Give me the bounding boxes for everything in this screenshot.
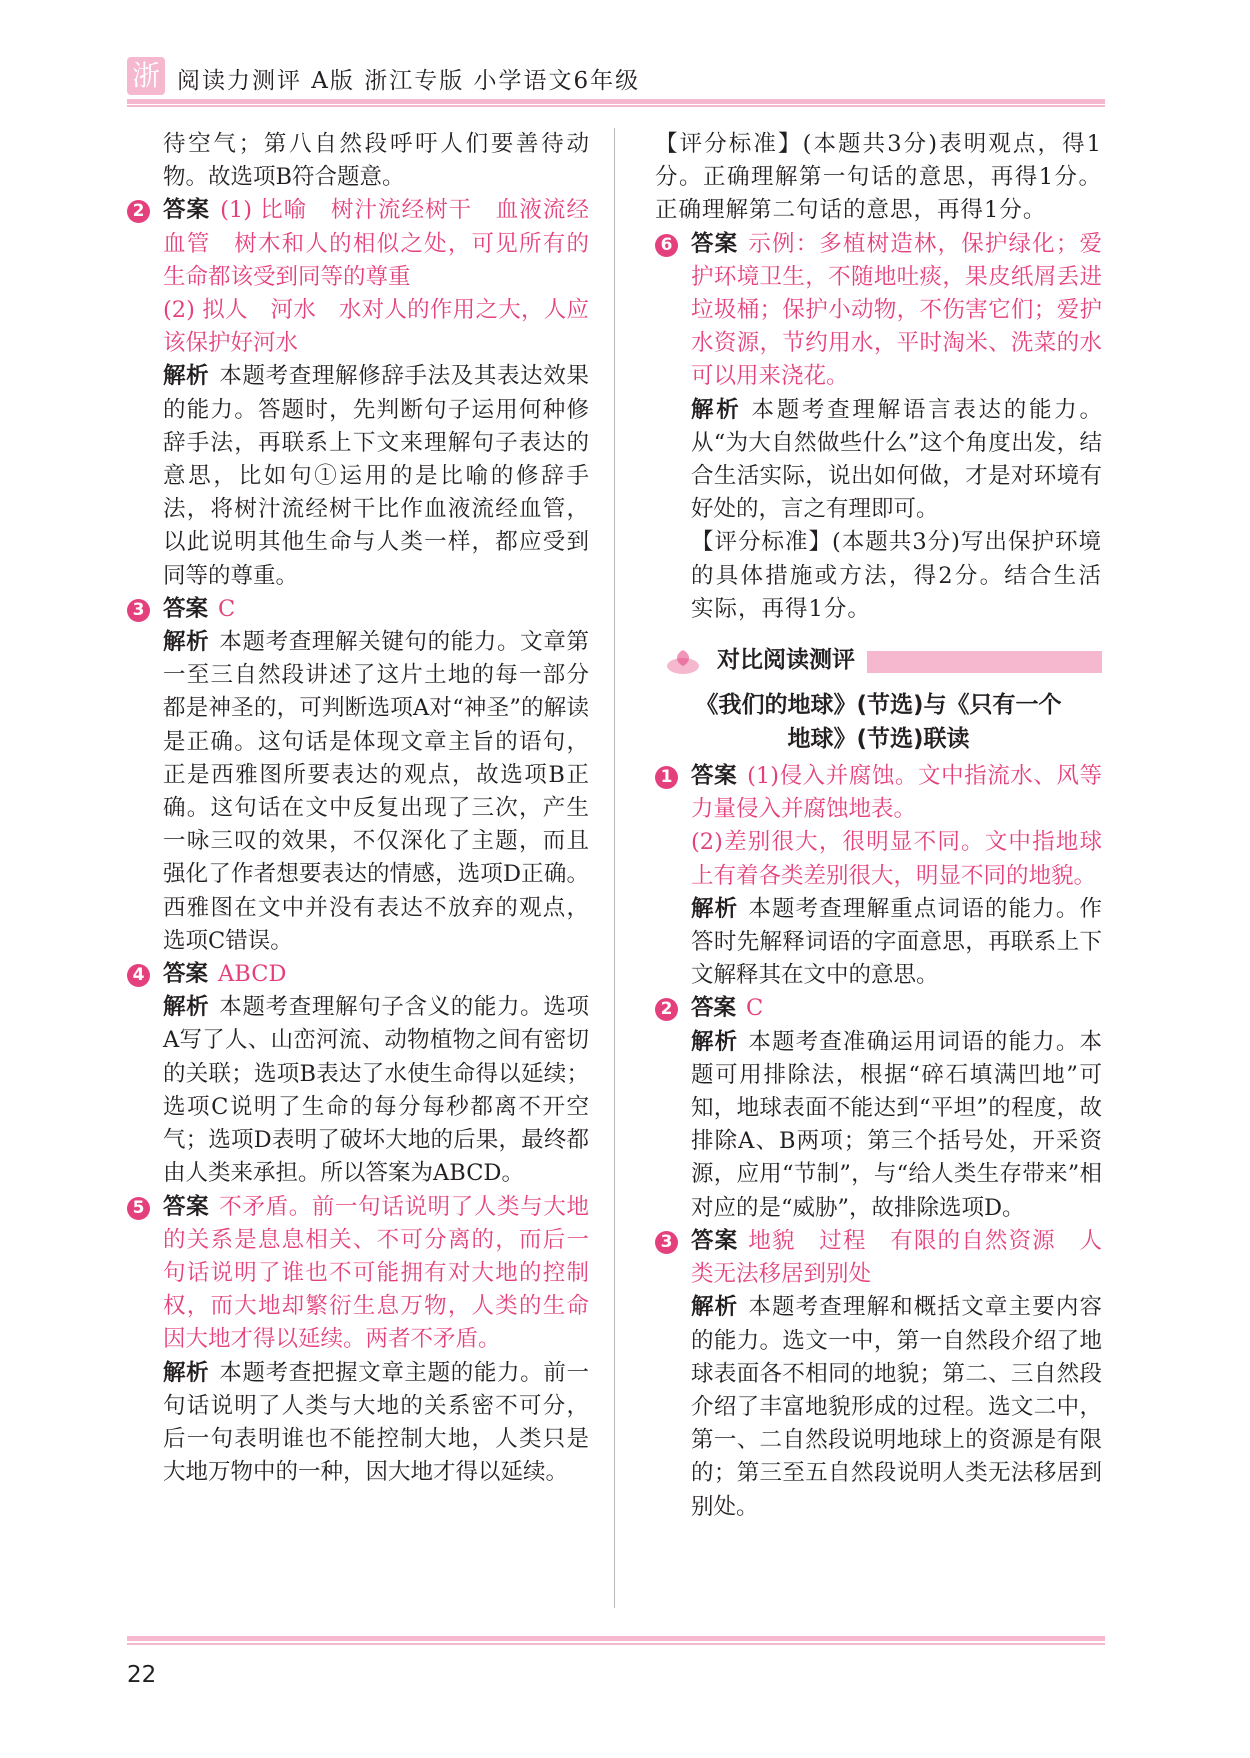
analysis-label: 解析	[163, 363, 210, 390]
answer-label: 答案	[691, 230, 739, 257]
article-title	[655, 688, 1102, 756]
question-number: 2	[655, 998, 678, 1021]
question-number: 3	[655, 1231, 678, 1254]
comparison-question-2	[655, 992, 1102, 1224]
scoring-criteria: 【评分标准】(本题共3分)写出保护环境的具体措施或方法，得2分。结合生活实际，再得1分。	[691, 529, 1102, 622]
answer-text: 不矛盾。前一句话说明了人类与大地的关系是息息相关、不可分离的，而后一句话说明了谁也不可能拥有对大地的控制权，而大地却繁衍生息万物，人类的生命因大地才得以延续。两者不矛盾。	[163, 1193, 589, 1353]
left-column	[127, 128, 589, 1489]
analysis-text: 本题考查理解句子含义的能力。选项A写了人、山峦河流、动物植物之间有密切的关联；选项B表达了水使生命得以延续；选项C说明了生命的每分每秒都离不开空气；选项D表明了破坏大地的后果，最终都由人类来承担。所以答案为ABCD。	[163, 994, 589, 1187]
question-number: 5	[127, 1197, 150, 1220]
answer-text: (1)侵入并腐蚀。文中指流水、风等力量侵入并腐蚀地表。	[691, 763, 1102, 823]
question-3	[127, 593, 589, 958]
answer-label: 答案	[163, 961, 209, 988]
page-header	[127, 55, 1105, 105]
comparison-question-1	[655, 760, 1102, 992]
answer-label: 答案	[691, 995, 737, 1022]
analysis-text: 本题考查准确运用词语的能力。本题可用排除法，根据“碎石填满凹地”可知，地球表面不能达到“平坦”的程度，故排除A、B两项；第三个括号处，开采资源，应用“节制”，与“给人类生存带来”相对应的是“威胁”，故排除选项D。	[691, 1028, 1102, 1221]
analysis-label: 解析	[691, 895, 739, 922]
question-number: 2	[127, 200, 150, 223]
page-number: 22	[127, 1662, 157, 1688]
answer-text: 地貌 过程 有限的自然资源 人类无法移居到别处	[691, 1227, 1102, 1288]
analysis-text: 本题考查理解关键句的能力。文章第一至三自然段讲述了这片土地的每一部分都是神圣的，可判断选项A对“神圣”的解读是正确。这句话是体现文章主旨的语句，正是西雅图所要表达的观点，故选项B正确。这句话在文中反复出现了三次，产生一咏三叹的效果，不仅深化了主题，而且强化了作者想要表达的情感，选项D正确。西雅图在文中并没有表达不放弃的观点，选项C错误。	[163, 629, 589, 954]
footer-rule-thin	[127, 1643, 1105, 1645]
answer-text: C	[746, 995, 764, 1022]
section-title: 对比阅读测评	[717, 647, 855, 674]
question-5	[127, 1191, 589, 1490]
analysis-label: 解析	[691, 1028, 739, 1055]
analysis-label: 解析	[163, 994, 210, 1021]
answer-label: 答案	[691, 1227, 739, 1254]
answer-label: 答案	[163, 197, 211, 224]
article-title-line-1: 《我们的地球》(节选)与《只有一个	[695, 692, 1062, 719]
question-2	[127, 194, 589, 592]
question-number: 3	[127, 599, 150, 622]
section-banner	[655, 642, 1102, 682]
answer-text: (1) 比喻 树汁流经树干 血液流经血管 树木和人的相似之处，可见所有的生命都该受到同等的尊重	[163, 197, 589, 290]
footer-rule	[127, 1636, 1105, 1641]
answer-label: 答案	[163, 1193, 210, 1220]
banner-bar	[867, 651, 1102, 673]
right-column	[655, 128, 1102, 1524]
answer-text: 示例：多植树造林，保护绿化；爱护环境卫生，不随地吐痰，果皮纸屑丢进垃圾桶；保护小动物，不伤害它们；爱护水资源，节约用水，平时淘米、洗菜的水可以用来浇花。	[691, 230, 1102, 390]
analysis-label: 解析	[691, 396, 742, 423]
answer-text-part2: (2)差别很大，很明显不同。文中指地球上有着各类差别很大，明显不同的地貌。	[691, 829, 1102, 889]
answer-label: 答案	[163, 595, 209, 622]
article-title-line-2: 地球》(节选)联读	[787, 726, 970, 753]
analysis-text: 本题考查理解修辞手法及其表达效果的能力。答题时，先判断句子运用何种修辞手法，再联系上下文来理解句子表达的意思，比如句①运用的是比喻的修辞手法，将树汁流经树干比作血液流经血管，以此说明其他生命与人类一样，都应受到同等的尊重。	[163, 363, 589, 589]
analysis-label: 解析	[163, 1359, 210, 1386]
comparison-question-3	[655, 1225, 1102, 1524]
answer-text-part2: (2) 拟人 河水 水对人的作用之大，人应该保护好河水	[163, 297, 589, 357]
question-6	[655, 228, 1102, 626]
question-number: 6	[655, 234, 678, 257]
header-rule-thin	[127, 105, 1105, 107]
analysis-label: 解析	[691, 1294, 739, 1321]
answer-text: ABCD	[218, 961, 287, 988]
q1-continuation: 待空气；第八自然段呼吁人们要善待动物。故选项B符合题意。	[163, 131, 589, 191]
question-number: 1	[655, 766, 678, 789]
question-4	[127, 958, 589, 1190]
answer-text: C	[218, 595, 236, 622]
book-title: 阅读力测评 A版 浙江专版 小学语文6年级	[177, 68, 641, 94]
province-badge: 浙	[127, 57, 165, 95]
analysis-label: 解析	[163, 629, 210, 656]
analysis-text: 本题考查把握文章主题的能力。前一句话说明了人类与大地的关系密不可分，后一句表明谁也不能控制大地，人类只是大地万物中的一种，因大地才得以延续。	[163, 1359, 589, 1486]
answer-label: 答案	[691, 763, 738, 790]
question-number: 4	[127, 964, 150, 987]
analysis-text: 本题考查理解和概括文章主要内容的能力。选文一中，第一自然段介绍了地球表面各不相同的地貌；第二、三自然段介绍了丰富地貌形成的过程。选文二中，第一、二自然段说明地球上的资源是有限的；第三至五自然段说明人类无法移居到别处。	[691, 1294, 1102, 1520]
book-leaf-icon	[665, 646, 701, 676]
column-divider	[614, 128, 615, 1608]
analysis-text: 本题考查理解重点词语的能力。作答时先解释词语的字面意思，再联系上下文解释其在文中的意思。	[691, 895, 1102, 989]
analysis-text: 本题考查理解语言表达的能力。从“为大自然做些什么”这个角度出发，结合生活实际，说出如何做，才是对环境有好处的，言之有理即可。	[691, 396, 1102, 523]
header-rule	[127, 99, 1105, 104]
q5-scoring-criteria: 【评分标准】(本题共3分)表明观点，得1分。正确理解第一句话的意思，再得1分。正确理解第二句话的意思，再得1分。	[655, 131, 1102, 224]
